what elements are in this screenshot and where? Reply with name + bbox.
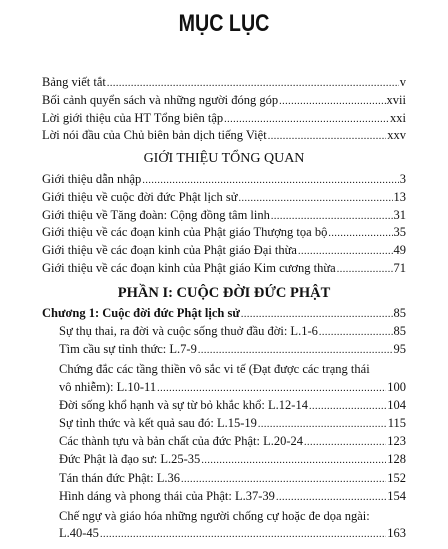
entry-page: 100 [387, 380, 406, 394]
entry-page: 154 [387, 489, 406, 503]
entry-page: xvii [386, 93, 406, 107]
dot-leader [224, 112, 389, 127]
section-heading: GIỚI THIỆU TỔNG QUAN [143, 151, 305, 166]
toc-subentry[interactable] [59, 398, 406, 414]
dot-leader [271, 209, 393, 224]
toc-entry[interactable] [42, 111, 406, 127]
entry-page: v [399, 75, 406, 89]
entry-page: 115 [387, 416, 406, 430]
chapter-page: 85 [393, 306, 406, 320]
entry-page: 123 [387, 434, 406, 448]
toc-subentry[interactable] [59, 342, 406, 358]
dot-leader [238, 191, 392, 206]
entry-page: 3 [399, 172, 406, 186]
entry-title-line1[interactable]: Chế ngự và giáo hóa những người chống cự hoặc đe dọa ngài: [59, 509, 370, 523]
dot-leader [298, 244, 393, 259]
entry-title: Các thành tựu và bản chất của đức Phật: L.20-24 [59, 434, 304, 448]
toc-entry[interactable] [42, 208, 406, 224]
entry-page: 31 [393, 208, 406, 222]
part-heading: PHẦN I: CUỘC ĐỜI ĐỨC PHẬT [117, 285, 331, 301]
dot-leader [309, 399, 386, 414]
chapter-entry[interactable] [42, 306, 406, 322]
dot-leader [241, 307, 393, 322]
entry-title: Đời sống khổ hạnh và sự từ bỏ khắc khổ: L.12-14 [59, 398, 308, 412]
toc-entry[interactable] [42, 93, 406, 109]
entry-title: Giới thiệu dẫn nhập [42, 172, 142, 186]
toc-subentry[interactable] [59, 526, 406, 542]
entry-page: xxi [390, 111, 406, 125]
entry-title: Lời nói đầu của Chủ biên bản dịch tiếng Việt [42, 128, 267, 142]
toc-subentry[interactable] [59, 489, 406, 505]
entry-title-line1[interactable]: Chứng đắc các tầng thiền vô sắc vi tế (Đạt được các trạng thái [59, 362, 370, 376]
entry-title: Giới thiệu về Tăng đoàn: Cộng đồng tâm linh [42, 208, 270, 222]
entry-page: 85 [393, 324, 406, 338]
toc-entry[interactable] [42, 243, 406, 259]
entry-page: 13 [393, 190, 406, 204]
entry-page: 95 [393, 342, 406, 356]
toc-subentry[interactable] [59, 452, 406, 468]
entry-page: 49 [393, 243, 406, 257]
toc-subentry[interactable] [59, 434, 406, 450]
toc-subentry[interactable] [59, 324, 406, 340]
entry-title: Giới thiệu về các đoạn kinh của Phật giáo Đại thừa [42, 243, 297, 257]
entry-title: Sự thụ thai, ra đời và cuộc sống thuở đầu đời: L.1-6 [59, 324, 318, 338]
toc-subentry[interactable] [59, 416, 406, 432]
toc-entry[interactable] [42, 190, 406, 206]
entry-page: 163 [387, 526, 406, 540]
dot-leader [157, 381, 386, 396]
entry-page: 71 [393, 261, 406, 275]
toc-entry[interactable] [42, 225, 406, 241]
entry-title: Bảng viết tắt [42, 75, 106, 89]
toc-entry[interactable] [42, 261, 406, 277]
entry-title: Giới thiệu về các đoạn kinh của Phật giáo Thượng tọa bộ [42, 225, 328, 239]
entry-page: 104 [387, 398, 406, 412]
entry-title: Hình dáng và phong thái của Phật: L.37-39 [59, 489, 275, 503]
entry-title: Tán thán đức Phật: L.36 [59, 471, 180, 485]
toc-entry[interactable] [42, 75, 406, 91]
entry-title: Lời giới thiệu của HT Tổng biên tập [42, 111, 224, 125]
dot-leader [181, 472, 386, 487]
chapter-title: Chương 1: Cuộc đời đức Phật lịch sử [42, 306, 240, 320]
dot-leader [337, 262, 393, 277]
entry-page: 152 [387, 471, 406, 485]
entry-title: vô nhiễm): L.10-11 [59, 380, 157, 394]
entry-page: 128 [387, 452, 406, 466]
dot-leader [268, 129, 387, 144]
entry-title: L.40-45 [59, 526, 99, 540]
toc-entry[interactable] [42, 172, 406, 188]
dot-leader [319, 325, 393, 340]
entry-title: Sự tỉnh thức và kết quả sau đó: L.15-19 [59, 416, 257, 430]
dot-leader [100, 527, 386, 542]
dot-leader [107, 76, 399, 91]
entry-title: Tìm cầu sự tỉnh thức: L.7-9 [59, 342, 197, 356]
dot-leader [198, 343, 393, 358]
dot-leader [142, 173, 398, 188]
entry-page: xxv [387, 128, 406, 142]
entry-title: Bối cảnh quyển sách và những người đóng góp [42, 93, 279, 107]
dot-leader [279, 94, 385, 109]
entry-title: Giới thiệu về cuộc đời đức Phật lịch sử [42, 190, 238, 204]
toc-subentry[interactable] [59, 380, 406, 396]
page-title: MỤC LỤC [178, 10, 270, 37]
dot-leader [304, 435, 386, 450]
dot-leader [328, 226, 392, 241]
toc-subentry[interactable] [59, 471, 406, 487]
dot-leader [201, 453, 386, 468]
dot-leader [258, 417, 387, 432]
toc-entry[interactable] [42, 128, 406, 144]
entry-page: 35 [393, 225, 406, 239]
entry-title: Đức Phật là đạo sư: L.25-35 [59, 452, 201, 466]
entry-title: Giới thiệu về các đoạn kinh của Phật giáo Kim cương thừa [42, 261, 336, 275]
dot-leader [276, 490, 386, 505]
